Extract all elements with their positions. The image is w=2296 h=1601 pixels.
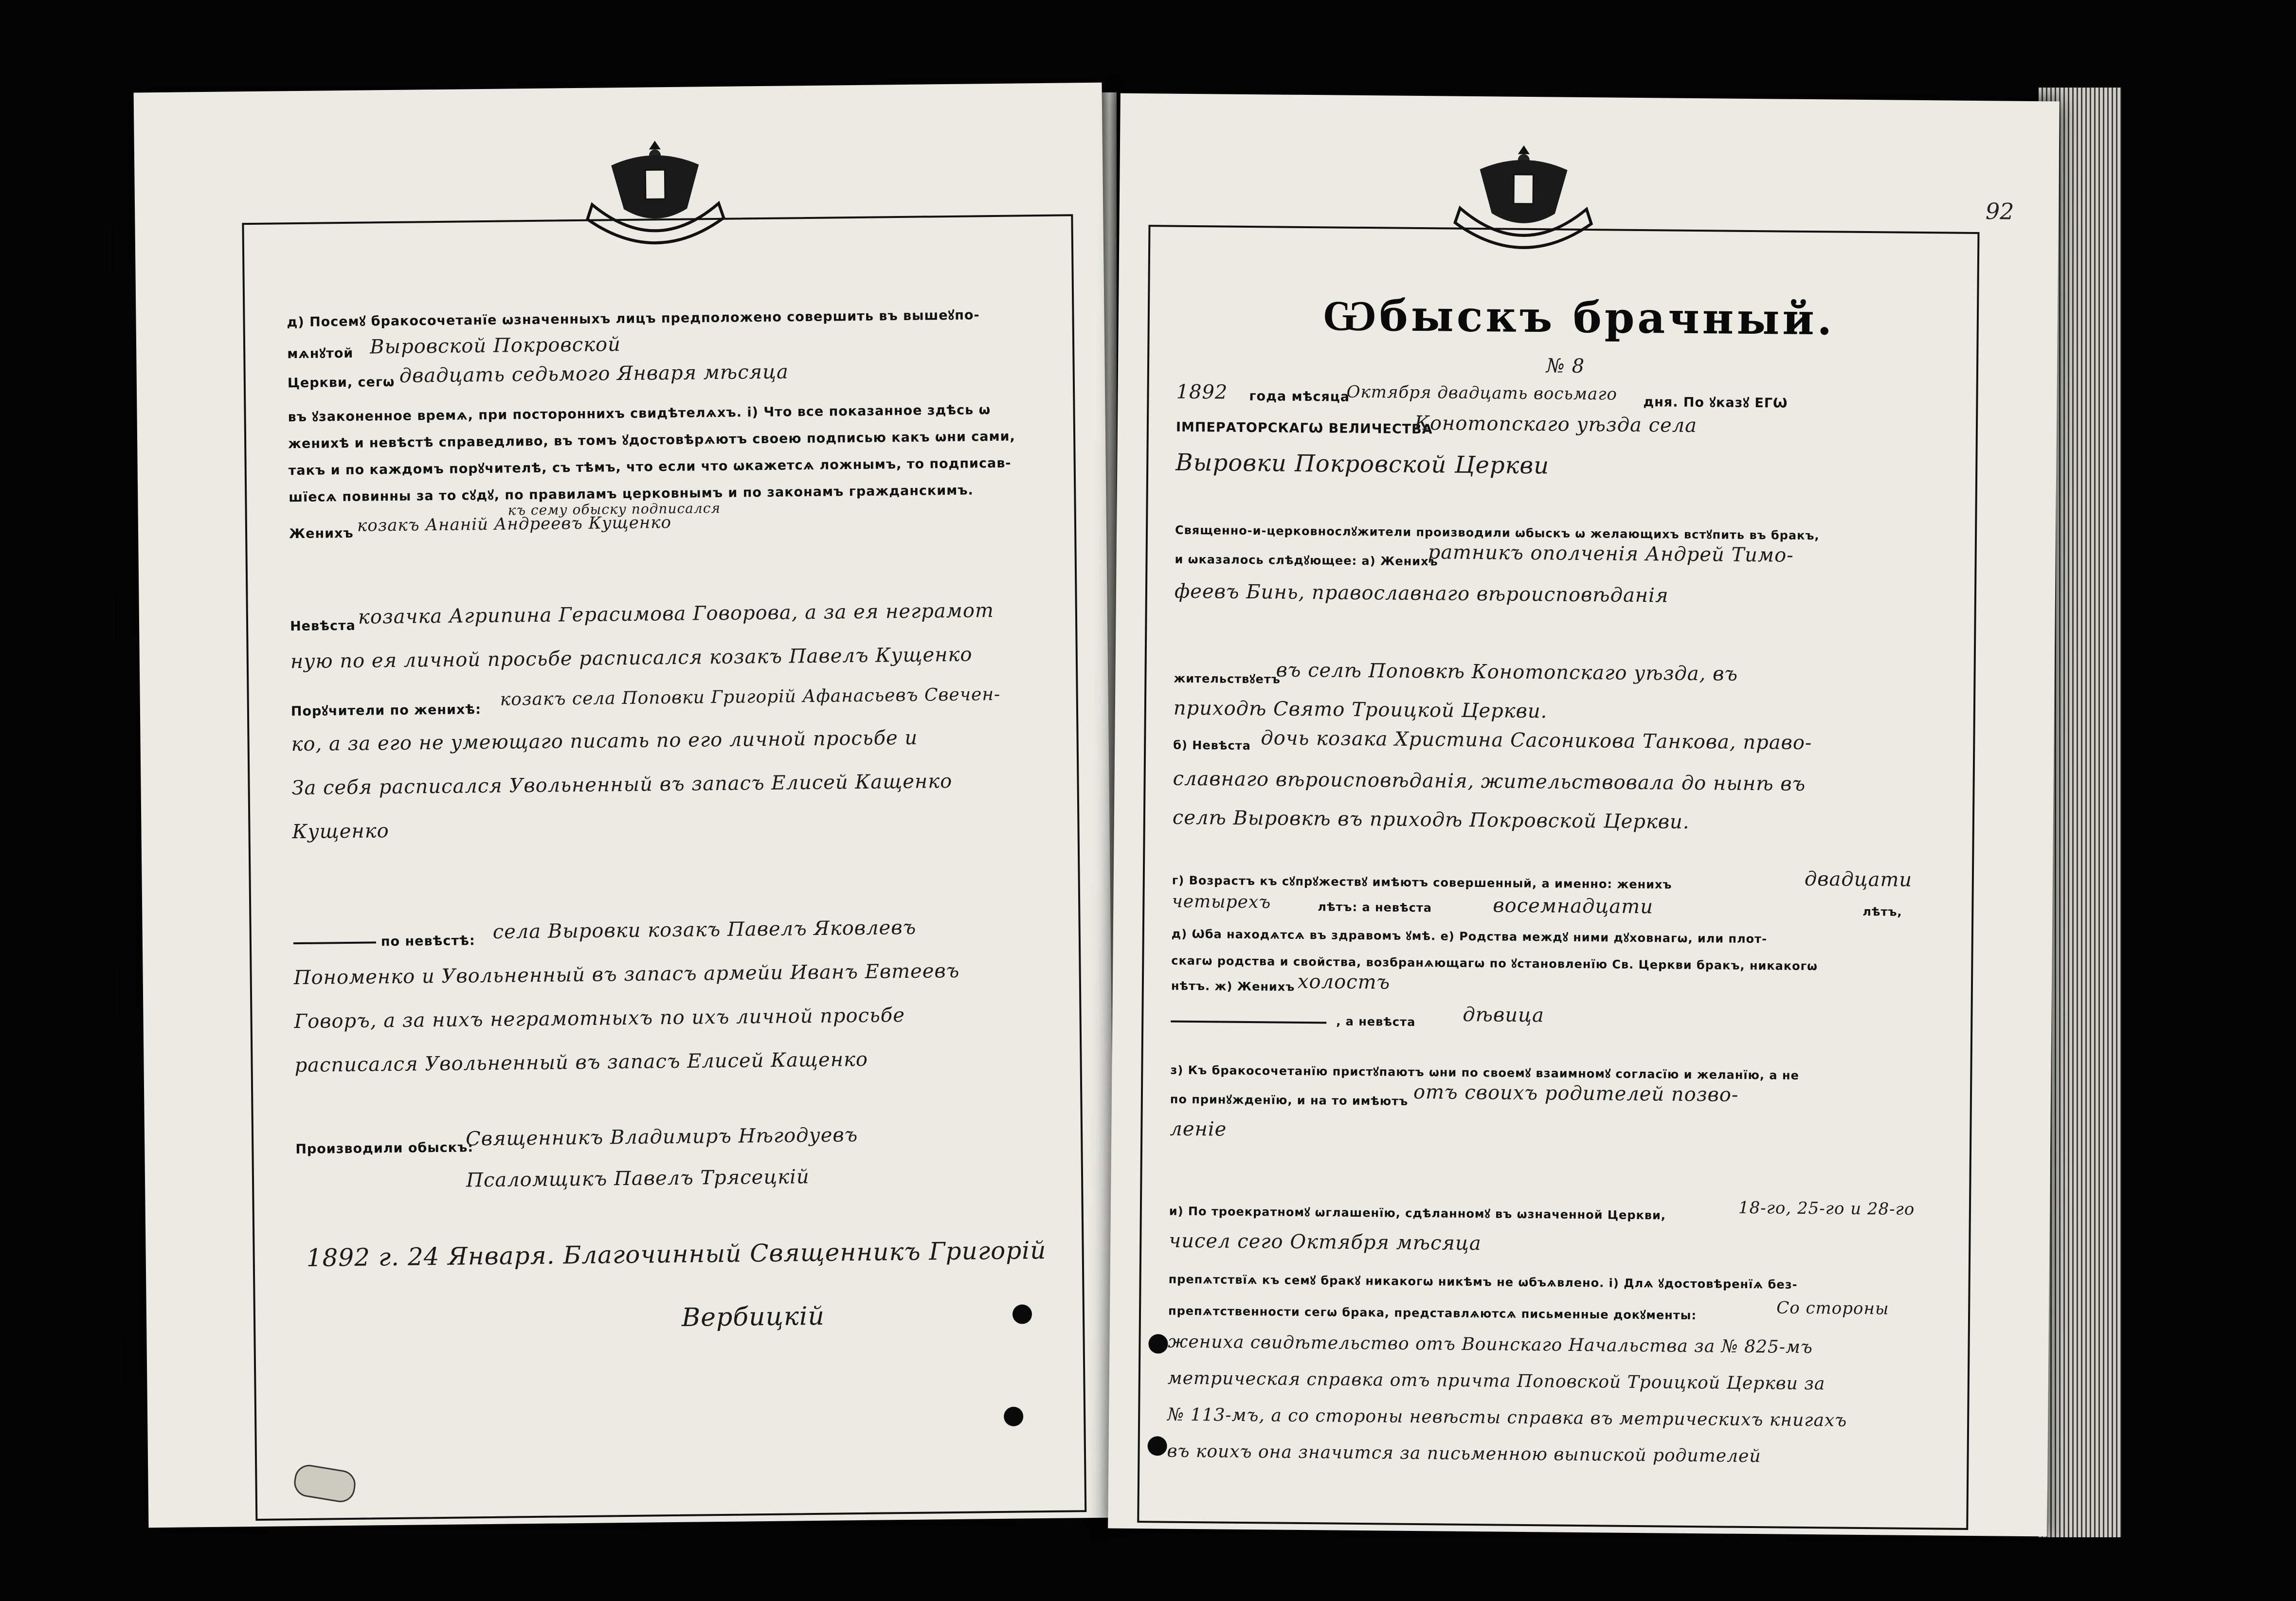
groom-status-handwritten: холостъ: [1297, 970, 1391, 994]
consent-handwritten: отъ своихъ родителей позво-: [1413, 1080, 1739, 1106]
guarantor-bride-text: села Выровки козакъ Павелъ Яковлевъ: [492, 916, 917, 943]
guarantors-groom-label: Порꙋчители по женихѣ:: [290, 702, 482, 720]
residence-label: жительствꙋетъ: [1174, 671, 1281, 686]
groom-age-handwritten: четырехъ: [1172, 891, 1271, 913]
documents-label: препѧтственности сегѡ брака, представлѧютсѧ письменные докꙋменты:: [1168, 1304, 1697, 1323]
district-handwritten: Конотопскаго уѣзда села: [1414, 412, 1698, 437]
guarantor-groom-text: Кущенко: [292, 820, 389, 844]
bride-handwritten: славнаго вѣроисповѣданія, жительствовала до нынѣ въ: [1173, 767, 1806, 795]
document-title: Ѡбыскъ брачный.: [1322, 289, 1835, 345]
banns-dates-handwritten: чисел сего Октября мѣсяца: [1169, 1229, 1482, 1255]
clause-d-line: такъ и по каждомъ порꙋчителѣ, съ тѣмъ, что если что ѡкажетсѧ ложнымъ, то подписав-: [288, 455, 1012, 479]
groom-label: Женихъ: [289, 525, 354, 542]
binding-hole: [1012, 1304, 1032, 1324]
age-text: лѣтъ: а невѣста: [1318, 900, 1432, 915]
priest-signature: Священникъ Владимиръ Нѣгодуевъ: [465, 1124, 858, 1151]
clause-d-line: д) Посемꙋ бракосочетанїе ѡзначенныхъ лицъ предположено совершить въ вышеꙋпо-: [287, 307, 980, 330]
decree-text: дня. По ꙋказꙋ ЕГѠ: [1643, 395, 1788, 411]
documents-handwritten: жениха свидѣтельство отъ Воинскаго Начальства за № 825-мъ: [1168, 1331, 1813, 1358]
page-number: 92: [1985, 198, 2014, 225]
groom-age-handwritten: двадцати: [1804, 867, 1913, 891]
date-year: 1892: [1176, 380, 1228, 404]
banns-text: препѧтствїѧ къ семꙋ бракꙋ никакогѡ никѣмъ не ѡбъѧвлено. і) Длѧ ꙋдостовѣренїѧ без-: [1168, 1272, 1798, 1292]
bride-label: б) Невѣста: [1173, 738, 1251, 753]
church-date-label: Церкви, сегѡ: [287, 374, 395, 391]
right-page: [1108, 93, 2060, 1537]
conducted-by-label: Производили обыскъ:: [295, 1140, 474, 1157]
groom-signature-note: къ сему обыску подписался: [507, 500, 721, 519]
groom-handwritten: феевъ Бинь, православнаго вѣроисповѣданія: [1174, 580, 1669, 607]
consent-handwritten: леніе: [1170, 1117, 1227, 1141]
groom-handwritten: ратникъ ополченія Андрей Тимо-: [1428, 541, 1794, 567]
age-text: г) Возрастъ къ сꙋпрꙋжествꙋ имѣютъ совершенный, а именно: женихъ: [1172, 873, 1672, 892]
consent-text: з) Къ бракосочетанїю пристꙋпаютъ ѡни по своемꙋ взаимномꙋ согласїю и желанїю, а не: [1170, 1063, 1799, 1082]
bride-signature: ную по ея личной просьбе расписался козакъ Павелъ Кущенко: [290, 643, 973, 673]
dean-signature: Вербицкій: [681, 1301, 825, 1332]
clause-d-line: шїесѧ повинны за то сꙋдꙋ, по правиламъ церковнымъ и по законамъ гражданскимъ.: [289, 483, 974, 505]
bride-handwritten: дочь козака Христина Сасоникова Танкова, право-: [1261, 727, 1812, 755]
binding-hole: [1147, 1436, 1167, 1456]
documents-handwritten: № 113-мъ, а со стороны невѣсты справка въ метрическихъ книгахъ: [1167, 1404, 1847, 1431]
residence-handwritten: приходѣ Свято Троицкой Церкви.: [1173, 697, 1548, 723]
bride-handwritten: селѣ Выровкѣ въ приходѣ Покровской Церкви.: [1172, 806, 1690, 833]
bride-status-handwritten: дѣвица: [1463, 1003, 1545, 1027]
dean-note: 1892 г. 24 Января. Благочинный Священникъ Григорій: [306, 1236, 1047, 1272]
church-handwritten: Выровки Покровской Церкви: [1175, 449, 1550, 480]
guarantor-groom-text: ко, а за его не умеющаго писать по его личной просьбе и: [291, 726, 918, 756]
binding-hole: [1148, 1334, 1168, 1353]
guarantor-bride-text: расписался Увольненный въ запасъ Елисей Кащенко: [294, 1048, 868, 1077]
church-name-handwritten: Выровской Покровской: [369, 333, 621, 359]
bride-status-label: , а невѣста: [1336, 1014, 1416, 1029]
age-text: лѣтъ,: [1862, 905, 1902, 919]
documents-handwritten: метрическая справка отъ причта Поповской Троицкой Церкви за: [1167, 1368, 1826, 1394]
bride-signature: козачка Агрипина Герасимова Говорова, а за ея неграмот: [358, 599, 994, 629]
documents-handwritten: Со стороны: [1776, 1298, 1889, 1319]
binding-hole: [1004, 1407, 1023, 1426]
guarantor-bride-text: Пономенко и Увольненный въ запасъ армейи Иванъ Евтеевъ: [293, 959, 960, 989]
banns-dates-handwritten: 18-го, 25-го и 28-го: [1738, 1198, 1915, 1219]
documents-handwritten: въ коихъ она значится за письменною выпиской родителей: [1167, 1441, 1761, 1467]
guarantors-bride-label: по невѣстѣ:: [380, 933, 475, 950]
clause-d-line: женихѣ и невѣстѣ справедливо, въ томъ ꙋдостовѣрѧютъ своею подписью какъ ѡни сами,: [288, 429, 1015, 452]
clause-d-line: въ ꙋзаконенное времѧ, при постороннихъ свидѣтелѧхъ. і) Что все показанное здѣсь ѡ: [288, 402, 991, 425]
guarantor-groom-text: За себя расписался Увольненный въ запасъ Елисей Кащенко: [291, 770, 953, 800]
bride-age-handwritten: восемнадцати: [1493, 894, 1654, 918]
banns-text: и) По троекратномꙋ ѡглашенїю, сдѣланномꙋ въ ѡзначенной Церкви,: [1169, 1204, 1666, 1223]
date-handwritten: Октября двадцать восьмаго: [1346, 382, 1618, 404]
health-text: д) Ѡба находѧтсѧ въ здравомъ ꙋмѣ. е) Родства междꙋ ними дꙋховнагѡ, или плот-: [1171, 927, 1768, 946]
bride-label: Невѣста: [289, 618, 356, 634]
church-date-handwritten: двадцать седьмого Января мѣсяца: [399, 360, 789, 387]
left-page: [134, 83, 1117, 1528]
record-number: № 8: [1546, 355, 1585, 378]
church-name-label: мѧнꙋтой: [287, 345, 354, 362]
health-text: нѣтъ. ж) Женихъ: [1171, 979, 1295, 994]
imperial-text: ІМПЕРАТОРСКАГѠ ВЕЛИЧЕСТВА: [1175, 419, 1433, 437]
date-label: года мѣсяца: [1249, 388, 1350, 405]
consent-text: по принꙋжденїю, и на то имѣютъ: [1170, 1092, 1409, 1108]
psalmist-signature: Псаломщикъ Павелъ Трясецкій: [466, 1166, 810, 1192]
residence-handwritten: въ селѣ Поповкѣ Конотопскаго уѣзда, въ: [1276, 659, 1738, 685]
health-text: скагѡ родства и свойства, возбранѧющагѡ по ꙋстановленїю Св. Церкви бракъ, никакогѡ: [1171, 953, 1818, 973]
groom-signature: козакъ Ананій Андреевъ Кущенко: [357, 512, 672, 536]
intro-text: Священно-и-церковнослꙋжители производили ѡбыскъ ѡ желающихъ встꙋпить въ бракъ,: [1175, 523, 1820, 543]
guarantor-bride-text: Говоръ, а за нихъ неграмотныхъ по ихъ личной просьбе: [294, 1004, 905, 1033]
guarantor-groom-text: козакъ села Поповки Григорій Афанасьевъ Свечен-: [500, 684, 1001, 710]
groom-label: и ѡказалось слѣдꙋющее: а) Женихъ: [1175, 552, 1438, 569]
